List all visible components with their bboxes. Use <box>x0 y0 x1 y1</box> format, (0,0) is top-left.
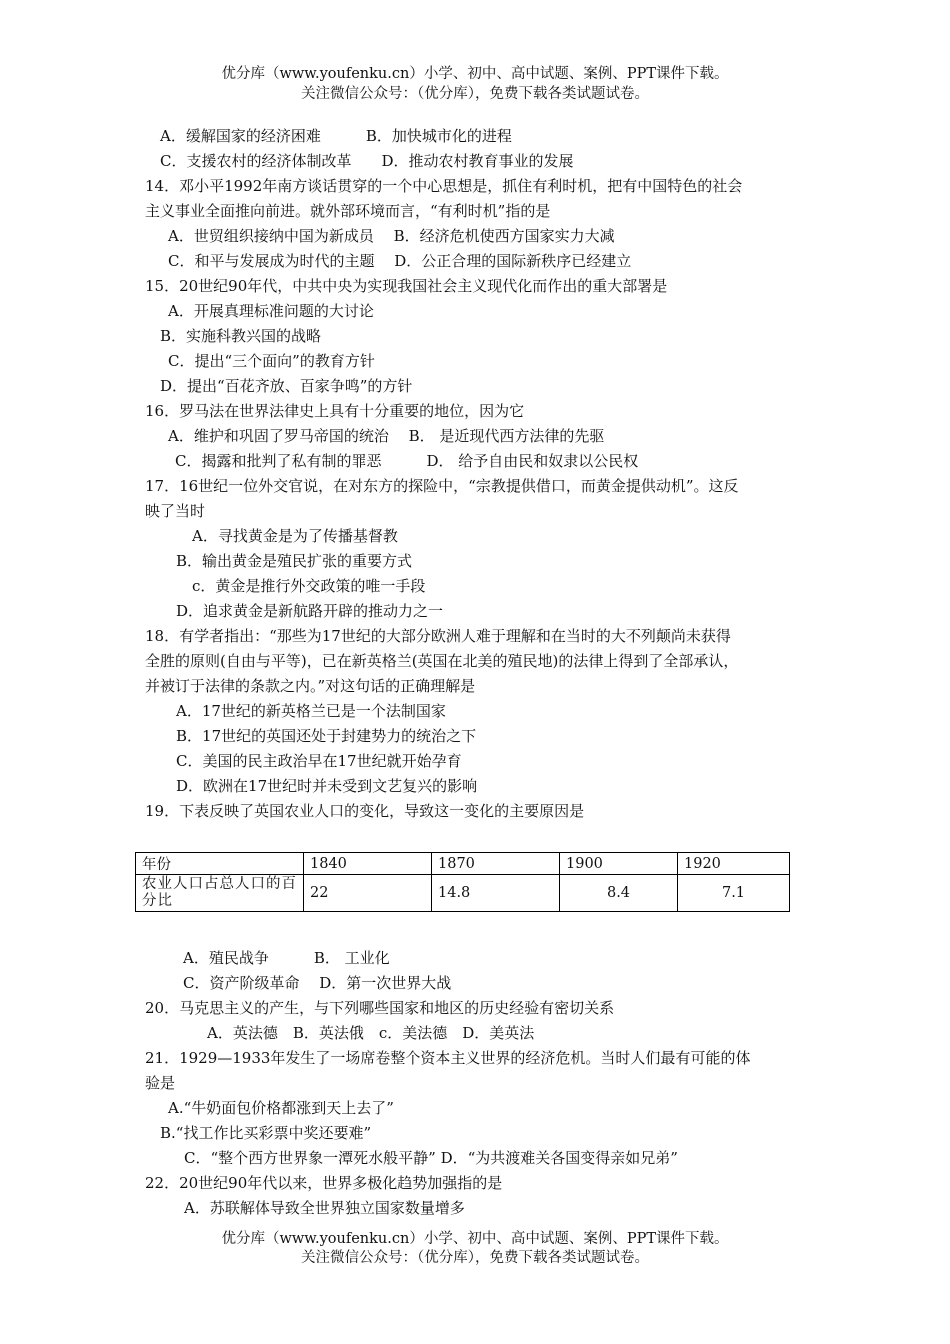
q18-option-d: D．欧洲在17世纪时并未受到文艺复兴的影响 <box>176 777 478 795</box>
table-cell: 8.4 <box>560 875 678 912</box>
table-cell: 农业人口占总人口的百分比 <box>136 875 304 912</box>
q22-stem: 22．20世纪90年代以来，世界多极化趋势加强指的是 <box>145 1174 503 1192</box>
table-cell: 1870 <box>432 853 560 875</box>
q21-option-b: B.“找工作比买彩票中奖还要难” <box>160 1124 372 1142</box>
q19-options-row-2: C．资产阶级革命 D．第一次世界大战 <box>183 974 452 992</box>
agriculture-population-table <box>135 852 790 912</box>
table-cell: 1900 <box>560 853 678 875</box>
header-line-2: 关注微信公众号：（优分库），免费下载各类试题试卷。 <box>301 86 649 102</box>
q15-option-b: B．实施科教兴国的战略 <box>160 327 322 345</box>
q17-option-c: c．黄金是推行外交政策的唯一手段 <box>192 577 426 595</box>
q18-stem-line-2: 全胜的原则(自由与平等)，已在新英格兰(英国在北美的殖民地)的法律上得到了全部承认， <box>145 652 739 670</box>
q14-options-row-1: A．世贸组织接纳中国为新成员 B．经济危机使西方国家实力大减 <box>168 227 615 245</box>
q17-stem-line-2: 映了当时 <box>145 502 206 520</box>
q20-options: A．英法德 B．英法俄 c．美法德 D．美英法 <box>207 1024 535 1042</box>
q16-options-row-2: C．揭露和批判了私有制的罪恶 D． 给予自由民和奴隶以公民权 <box>175 452 639 470</box>
q21-options-cd: C．“整个西方世界象一潭死水般平静” D．“为共渡难关各国变得亲如兄弟” <box>184 1149 678 1167</box>
q15-option-a: A．开展真理标准问题的大讨论 <box>168 302 374 320</box>
q19-options-row-1: A．殖民战争 B． 工业化 <box>183 949 390 967</box>
q14-stem-line-1: 14．邓小平1992年南方谈话贯穿的一个中心思想是，抓住有利时机，把有中国特色的社会 <box>145 177 743 195</box>
header-line-1: 优分库（www.youfenku.cn）小学、初中、高中试题、案例、PPT课件下载。 <box>221 66 729 82</box>
q18-option-c: C．美国的民主政治早在17世纪就开始孕育 <box>176 752 462 770</box>
q16-stem: 16．罗马法在世界法律史上具有十分重要的地位，因为它 <box>145 402 525 420</box>
table-cell: 7.1 <box>678 875 790 912</box>
q19-stem: 19．下表反映了英国农业人口的变化，导致这一变化的主要原因是 <box>145 802 585 820</box>
table-cell: 1840 <box>304 853 432 875</box>
q17-option-a: A．寻找黄金是为了传播基督教 <box>192 527 398 545</box>
q17-option-d: D．追求黄金是新航路开辟的推动力之一 <box>176 602 444 620</box>
q14-options-row-2: C．和平与发展成为时代的主题 D．公正合理的国际新秩序已经建立 <box>168 252 632 270</box>
q18-option-b: B．17世纪的英国还处于封建势力的统治之下 <box>176 727 477 745</box>
q14-stem-line-2: 主义事业全面推向前进。就外部环境而言，“有利时机”指的是 <box>145 202 551 220</box>
q17-stem-line-1: 17．16世纪一位外交官说，在对东方的探险中，“宗教提供借口，而黄金提供动机”。这反 <box>145 477 739 495</box>
q15-stem: 15．20世纪90年代，中共中央为实现我国社会主义现代化而作出的重大部署是 <box>145 277 668 295</box>
q21-stem-line-1: 21．1929—1933年发生了一场席卷整个资本主义世界的经济危机。当时人们最有可能的体 <box>145 1049 751 1067</box>
table-cell: 年份 <box>136 853 304 875</box>
q17-option-b: B．输出黄金是殖民扩张的重要方式 <box>176 552 413 570</box>
table-cell: 14.8 <box>432 875 560 912</box>
q15-option-d: D．提出“百花齐放、百家争鸣”的方针 <box>160 377 413 395</box>
q13-options-row-2: C．支援农村的经济体制改革 D．推动农村教育事业的发展 <box>160 152 574 170</box>
footer-line-2: 关注微信公众号：（优分库），免费下载各类试题试卷。 <box>301 1250 649 1266</box>
q20-stem: 20．马克思主义的产生，与下列哪些国家和地区的历史经验有密切关系 <box>145 999 615 1017</box>
q21-stem-line-2: 验是 <box>145 1074 176 1092</box>
footer-line-1: 优分库（www.youfenku.cn）小学、初中、高中试题、案例、PPT课件下载。 <box>221 1231 729 1247</box>
q16-options-row-1: A．维护和巩固了罗马帝国的统治 B． 是近现代西方法律的先驱 <box>168 427 605 445</box>
table-cell: 22 <box>304 875 432 912</box>
q15-option-c: C．提出“三个面向”的教育方针 <box>168 352 375 370</box>
q21-option-a: A.“牛奶面包价格都涨到天上去了” <box>168 1099 394 1117</box>
table-row <box>136 875 790 912</box>
q18-stem-line-3: 并被订于法律的条款之内。”对这句话的正确理解是 <box>145 677 476 695</box>
q22-option-a: A．苏联解体导致全世界独立国家数量增多 <box>184 1199 465 1217</box>
table-header-row <box>136 853 790 875</box>
q18-stem-line-1: 18．有学者指出：“那些为17世纪的大部分欧洲人难于理解和在当时的大不列颠尚未获得 <box>145 627 731 645</box>
q13-options-row-1: A．缓解国家的经济困难 B．加快城市化的进程 <box>160 127 512 145</box>
q18-option-a: A．17世纪的新英格兰已是一个法制国家 <box>176 702 446 720</box>
table-cell: 1920 <box>678 853 790 875</box>
